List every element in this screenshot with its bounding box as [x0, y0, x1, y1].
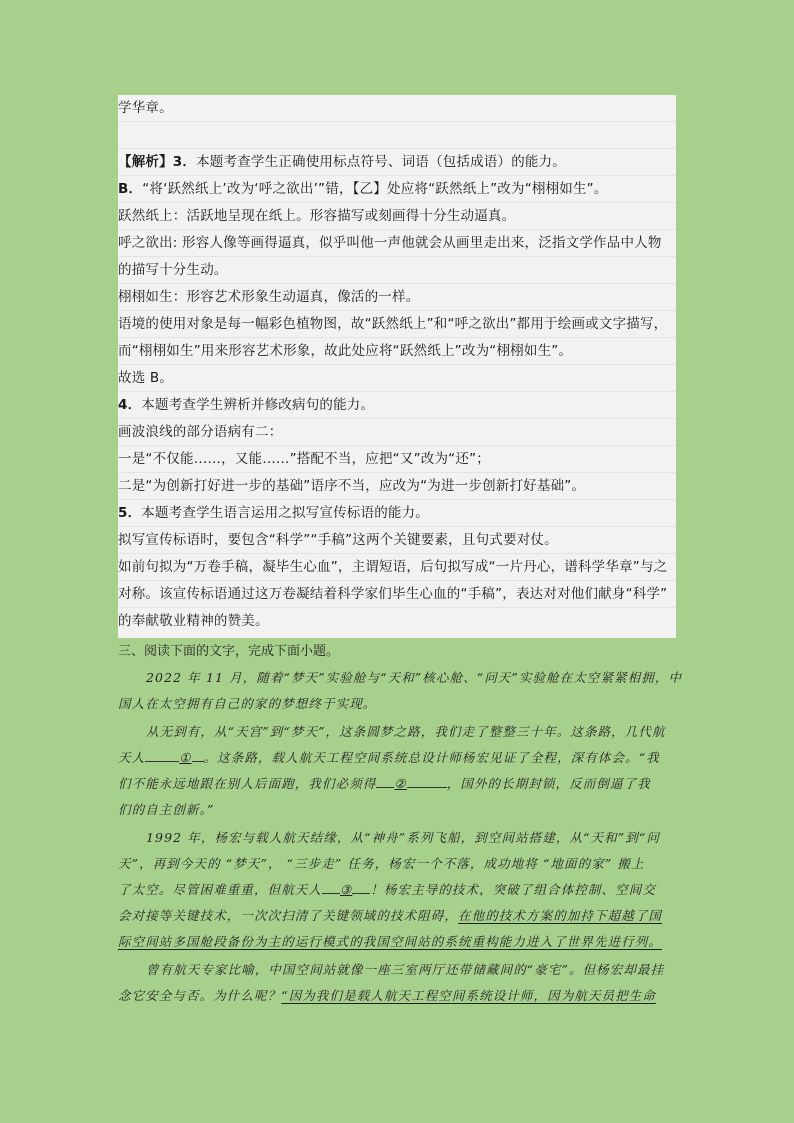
analysis-row	[118, 500, 676, 527]
row-text: 本题考查学生正确使用标点符号、词语（包括成语）的能力。	[196, 154, 566, 170]
passage-text: 会对接等关键技术，一次次扫清了关键领域的技术阻碍，	[118, 908, 459, 923]
analysis-row: 一是“不仅能……，又能……”搭配不当，应把“又”改为“还”；	[118, 446, 676, 473]
passage-line: 2022 年 11 月，随着“梦天”实验舱与“天和”核心舱、“问天”实验舱在太空紧紧相拥，中	[146, 670, 683, 685]
analysis-row: 故选 B。	[118, 365, 676, 392]
analysis-row: 栩栩如生：形容艺术形象生动逼真，像活的一样。	[118, 284, 676, 311]
analysis-row: 学华章。	[118, 95, 676, 122]
fill-blank	[145, 749, 179, 762]
row-label: B．	[118, 181, 143, 197]
analysis-row: 而“栩栩如生”用来形容艺术形象，故此处应将“跃然纸上”改为“栩栩如生”。	[118, 338, 676, 365]
analysis-row	[118, 176, 676, 203]
analysis-row	[118, 392, 676, 419]
fill-blank	[407, 775, 447, 788]
passage-line	[118, 748, 674, 766]
passage-text: ！杨宏主导的技术，突破了组合体控制、空间交	[370, 882, 656, 897]
passage-text: 了太空。尽管困难重重，但航天人	[118, 882, 323, 897]
analysis-row: 的奉献敬业精神的赞美。	[118, 613, 269, 629]
analysis-row: 拟写宣传标语时，要包含“科学”“手稿”这两个关键要素，且句式要对仗。	[118, 527, 676, 554]
passage-line: 国人在太空拥有自己的家的梦想终于实现。	[118, 696, 377, 711]
blank-number: ②	[394, 776, 407, 791]
row-label: 4．	[118, 397, 142, 413]
analysis-row: 语境的使用对象是每一幅彩色植物图，故“跃然纸上”和“呼之欲出”都用于绘画或文字描写，	[118, 311, 676, 338]
wavy-underlined-sentence: 在他的技术方案的加持下超越了国	[458, 908, 663, 923]
passage-line	[118, 880, 674, 898]
passage-text: ，国外的长期封锁，反而倒逼了我	[446, 776, 651, 791]
analysis-row: 对称。该宣传标语通过这万卷凝结着科学家们毕生心血的“手稿”，表达对对他们献身“科学”	[118, 581, 676, 608]
analysis-table	[118, 95, 676, 638]
row-text: “将‘跃然纸上’改为‘呼之欲出’”错，【乙】处应将“跃然纸上”改为“栩栩如生”。	[142, 181, 608, 197]
row-text: 本题考查学生辨析并修改病句的能力。	[141, 397, 375, 413]
fill-blank	[352, 881, 370, 894]
analysis-row	[118, 149, 676, 176]
passage-line: 从无到有，从“天宫”到“梦天”，这条圆梦之路，我们走了整整三十年。这条路，几代航	[146, 724, 666, 739]
analysis-row: 的描写十分生动。	[118, 257, 676, 284]
passage-line: 曾有航天专家比喻，中国空间站就像一座三室两厅还带储藏间的“豪宅”。但杨宏却最挂	[146, 962, 665, 977]
analysis-row: 如前句拟为“万卷手稿，凝毕生心血”，主谓短语，后句拟写成“一片丹心，谱科学华章”与之	[118, 554, 676, 581]
passage-line	[118, 774, 674, 792]
analysis-section	[118, 95, 676, 638]
analysis-row: 呼之欲出: 形容人像等画得逼真，似乎叫他一声他就会从画里走出来，泛指文学作品中人物	[118, 230, 676, 257]
passage-text: 念它安全与否。为什么呢？	[118, 988, 282, 1003]
blank-number: ①	[179, 750, 192, 765]
underlined-quote: “因为我们是载人航天工程空间系统设计师，因为航天员把生命	[281, 988, 656, 1003]
passage-line	[118, 906, 674, 924]
fill-blank	[322, 881, 340, 894]
passage-text: 天人	[118, 750, 146, 765]
section-heading: 三、阅读下面的文字，完成下面小题。	[118, 644, 340, 659]
blank-number: ③	[340, 882, 353, 897]
analysis-row: 跃然纸上：活跃地呈现在纸上。形容描写或刻画得十分生动逼真。	[118, 203, 676, 230]
passage-line: 们的自主创新。”	[118, 802, 215, 817]
passage-text: 们不能永远地跟在别人后面跑，我们必须得	[118, 776, 377, 791]
row-label: 5．	[118, 505, 142, 521]
fill-blank	[376, 775, 394, 788]
row-label: 【解析】3．	[118, 154, 197, 170]
analysis-row: 画波浪线的部分语病有二：	[118, 419, 676, 446]
passage-text: 。这条路，载人航天工程空间系统总设计师杨宏见证了全程，深有体会。“我	[203, 750, 660, 765]
passage-line: 1992 年，杨宏与载人航天结缘，从“神舟”系列飞船，到空间站搭建，从“天和”到“问	[146, 830, 660, 845]
analysis-row: 二是“为创新打好进一步的基础”语序不当，应改为“为进一步创新打好基础”。	[118, 473, 676, 500]
passage-line: 天”，再到今天的 “梦天”， “三步走” 任务，杨宏一个不落，成功地将 “地面的家” 搬上	[118, 856, 645, 871]
row-text: 本题考查学生语言运用之拟写宣传标语的能力。	[141, 505, 429, 521]
fill-blank	[192, 749, 204, 762]
wavy-underlined-sentence: 际空间站多国舱段备份为主的运行模式的我国空间站的系统重构能力进入了世界先进行列。	[118, 934, 663, 949]
passage-line	[118, 986, 674, 1004]
analysis-row	[118, 122, 676, 149]
